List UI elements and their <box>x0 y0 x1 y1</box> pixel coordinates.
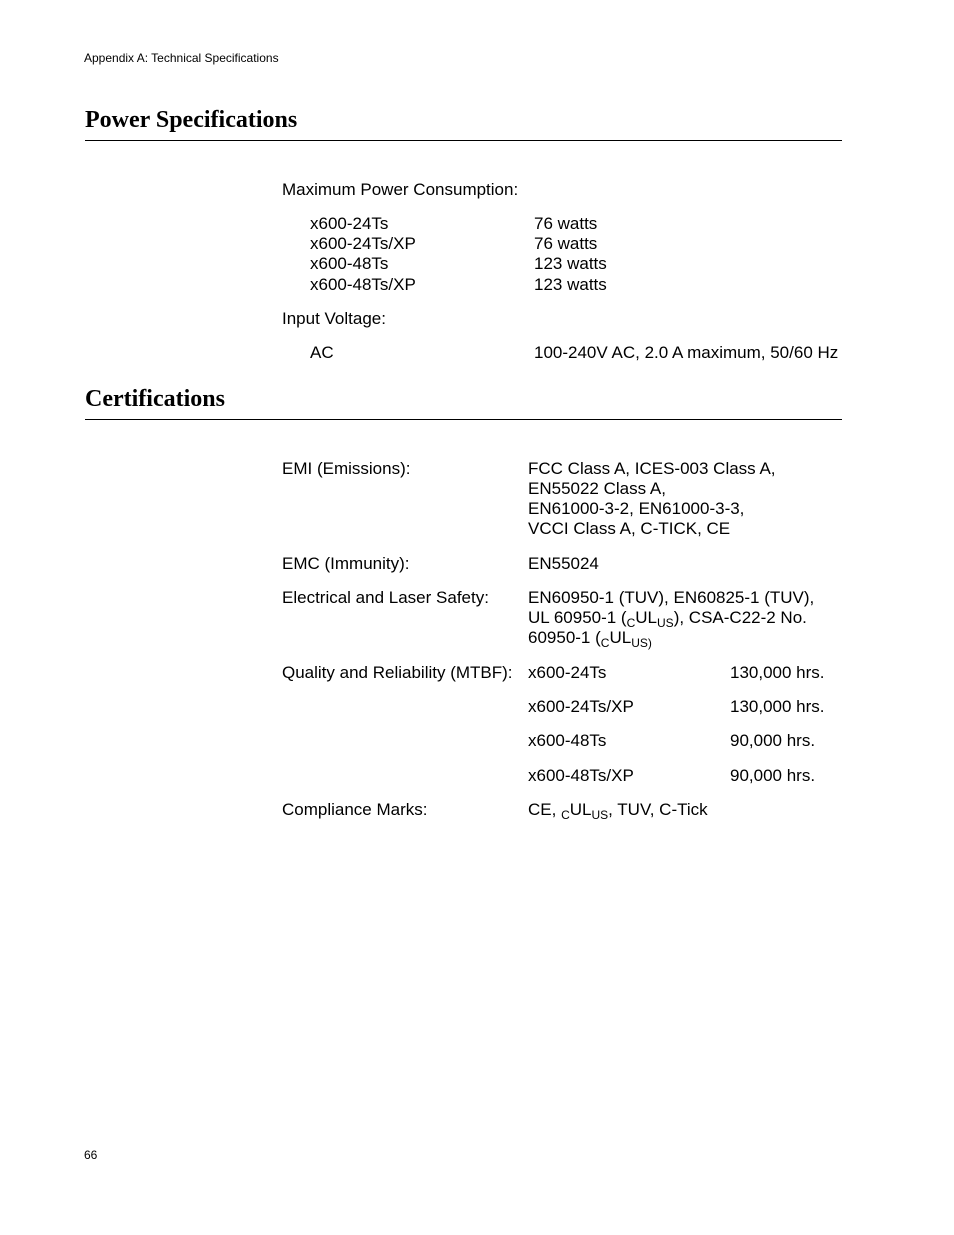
page-number: 66 <box>84 1148 98 1162</box>
mtbf-hours: 90,000 hrs. <box>730 766 816 785</box>
c-subscript: C <box>626 616 636 630</box>
mtbf-hours: 90,000 hrs. <box>730 731 816 750</box>
mtbf-hours: 130,000 hrs. <box>730 697 825 716</box>
us-subscript: US <box>591 808 609 822</box>
emi-line: FCC Class A, ICES-003 Class A, <box>528 459 776 478</box>
power-model: x600-24Ts <box>310 214 389 233</box>
max-power-label: Maximum Power Consumption: <box>282 180 519 199</box>
certifications-title: Certifications <box>85 386 225 412</box>
section-rule <box>85 419 842 420</box>
power-specifications-title: Power Specifications <box>85 107 298 133</box>
compliance-label: Compliance Marks: <box>282 800 428 819</box>
power-model: x600-48Ts <box>310 254 389 273</box>
section-rule <box>85 140 842 141</box>
emi-line: VCCI Class A, C-TICK, CE <box>528 519 731 538</box>
power-value: 123 watts <box>534 275 607 294</box>
power-value: 76 watts <box>534 234 598 253</box>
safety-line-3: 60950-1 ($_CUL_{US)}$ <box>528 628 652 650</box>
ac-label: AC <box>310 343 334 362</box>
us-subscript: US) <box>631 636 652 650</box>
compliance-value: CE, $_CUL_{US}$, TUV, C-Tick <box>528 800 708 822</box>
c-subscript: C <box>561 808 570 822</box>
mtbf-model: x600-48Ts/XP <box>528 766 634 785</box>
emc-label: EMC (Immunity): <box>282 554 410 573</box>
mtbf-model: x600-24Ts/XP <box>528 697 634 716</box>
mtbf-model: x600-24Ts <box>528 663 607 682</box>
emc-value: EN55024 <box>528 554 599 573</box>
power-model: x600-24Ts/XP <box>310 234 416 253</box>
power-value: 123 watts <box>534 254 607 273</box>
mtbf-model: x600-48Ts <box>528 731 607 750</box>
safety-line-2: UL 60950-1 $(_CUL_{US})$, CSA-C22-2 No. <box>528 608 807 630</box>
mtbf-hours: 130,000 hrs. <box>730 663 825 682</box>
safety-label: Electrical and Laser Safety: <box>282 588 489 607</box>
us-subscript: US <box>657 616 674 630</box>
emi-label: EMI (Emissions): <box>282 459 411 478</box>
running-header: Appendix A: Technical Specifications <box>84 51 279 65</box>
ac-value: 100-240V AC, 2.0 A maximum, 50/60 Hz <box>534 343 839 362</box>
input-voltage-label: Input Voltage: <box>282 309 386 328</box>
mtbf-label: Quality and Reliability (MTBF): <box>282 663 513 682</box>
emi-line: EN61000-3-2, EN61000-3-3, <box>528 499 745 518</box>
emi-line: EN55022 Class A, <box>528 479 666 498</box>
safety-line-1: EN60950-1 (TUV), EN60825-1 (TUV), <box>528 588 815 607</box>
power-value: 76 watts <box>534 214 598 233</box>
power-model: x600-48Ts/XP <box>310 275 416 294</box>
c-subscript: C <box>600 636 610 650</box>
